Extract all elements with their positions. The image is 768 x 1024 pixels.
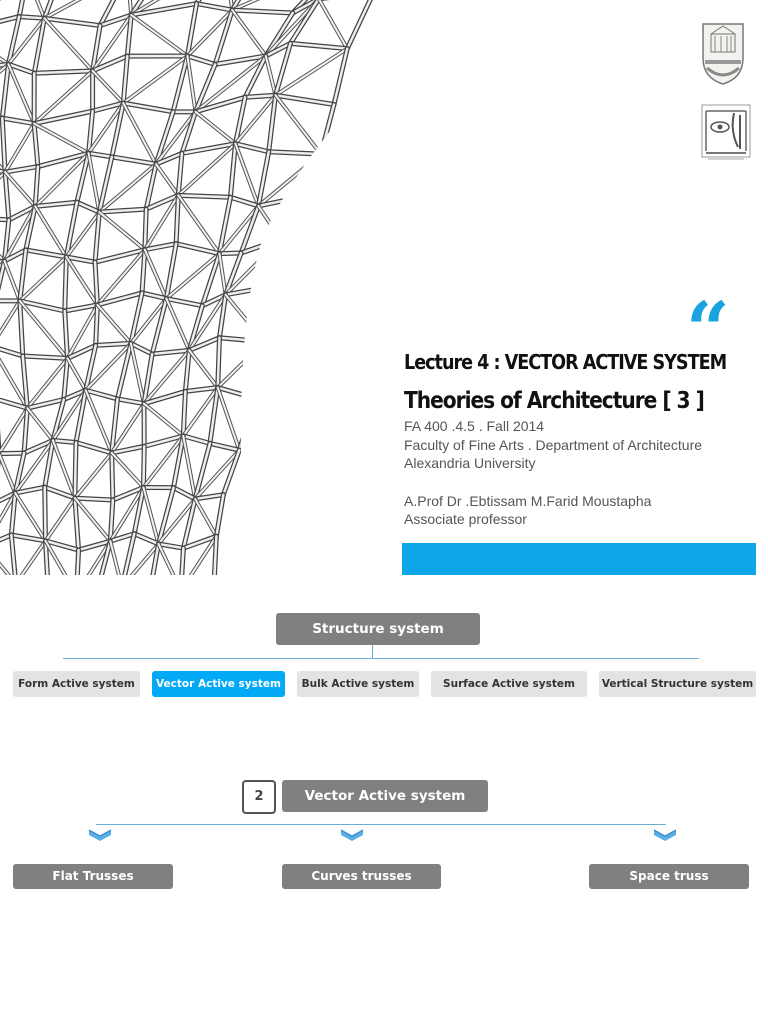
connector-line [63, 658, 699, 659]
connector-line [96, 824, 666, 825]
author-position: Associate professor [404, 511, 527, 527]
section-number-badge: 2 [242, 780, 276, 814]
vector-active-system-title-box: Vector Active system [282, 780, 488, 812]
faculty-name: Faculty of Fine Arts . Department of Architecture [404, 437, 703, 453]
course-title: Theories of Architecture [ 3 ] [404, 386, 704, 414]
structure-system-box: Structure system [276, 613, 480, 645]
quote-mark: “ [686, 285, 730, 374]
bulk-active-system-box: Bulk Active system [297, 671, 419, 697]
author-name: A.Prof Dr .Ebtissam M.Farid Moustapha [404, 493, 652, 509]
accent-bar [402, 543, 756, 575]
form-active-system-box: Form Active system [13, 671, 140, 697]
university-name: Alexandria University [404, 455, 536, 471]
university-seal-logo [697, 20, 749, 86]
chevron-down-icon [87, 826, 113, 844]
vertical-structure-system-box: Vertical Structure system [599, 671, 756, 697]
connector-line [372, 645, 373, 659]
chevron-down-icon [652, 826, 678, 844]
vector-active-system-box: Vector Active system [152, 671, 285, 697]
space-truss-image [0, 0, 440, 575]
space-truss-box: Space truss [589, 864, 749, 889]
flat-trusses-box: Flat Trusses [13, 864, 173, 889]
course-code: FA 400 .4.5 . Fall 2014 [404, 418, 545, 434]
lecture-title: Lecture 4 : VECTOR ACTIVE SYSTEM [404, 350, 727, 374]
surface-active-system-box: Surface Active system [431, 671, 587, 697]
chevron-down-icon [339, 826, 365, 844]
faculty-logo [700, 103, 752, 163]
curves-trusses-box: Curves trusses [282, 864, 441, 889]
